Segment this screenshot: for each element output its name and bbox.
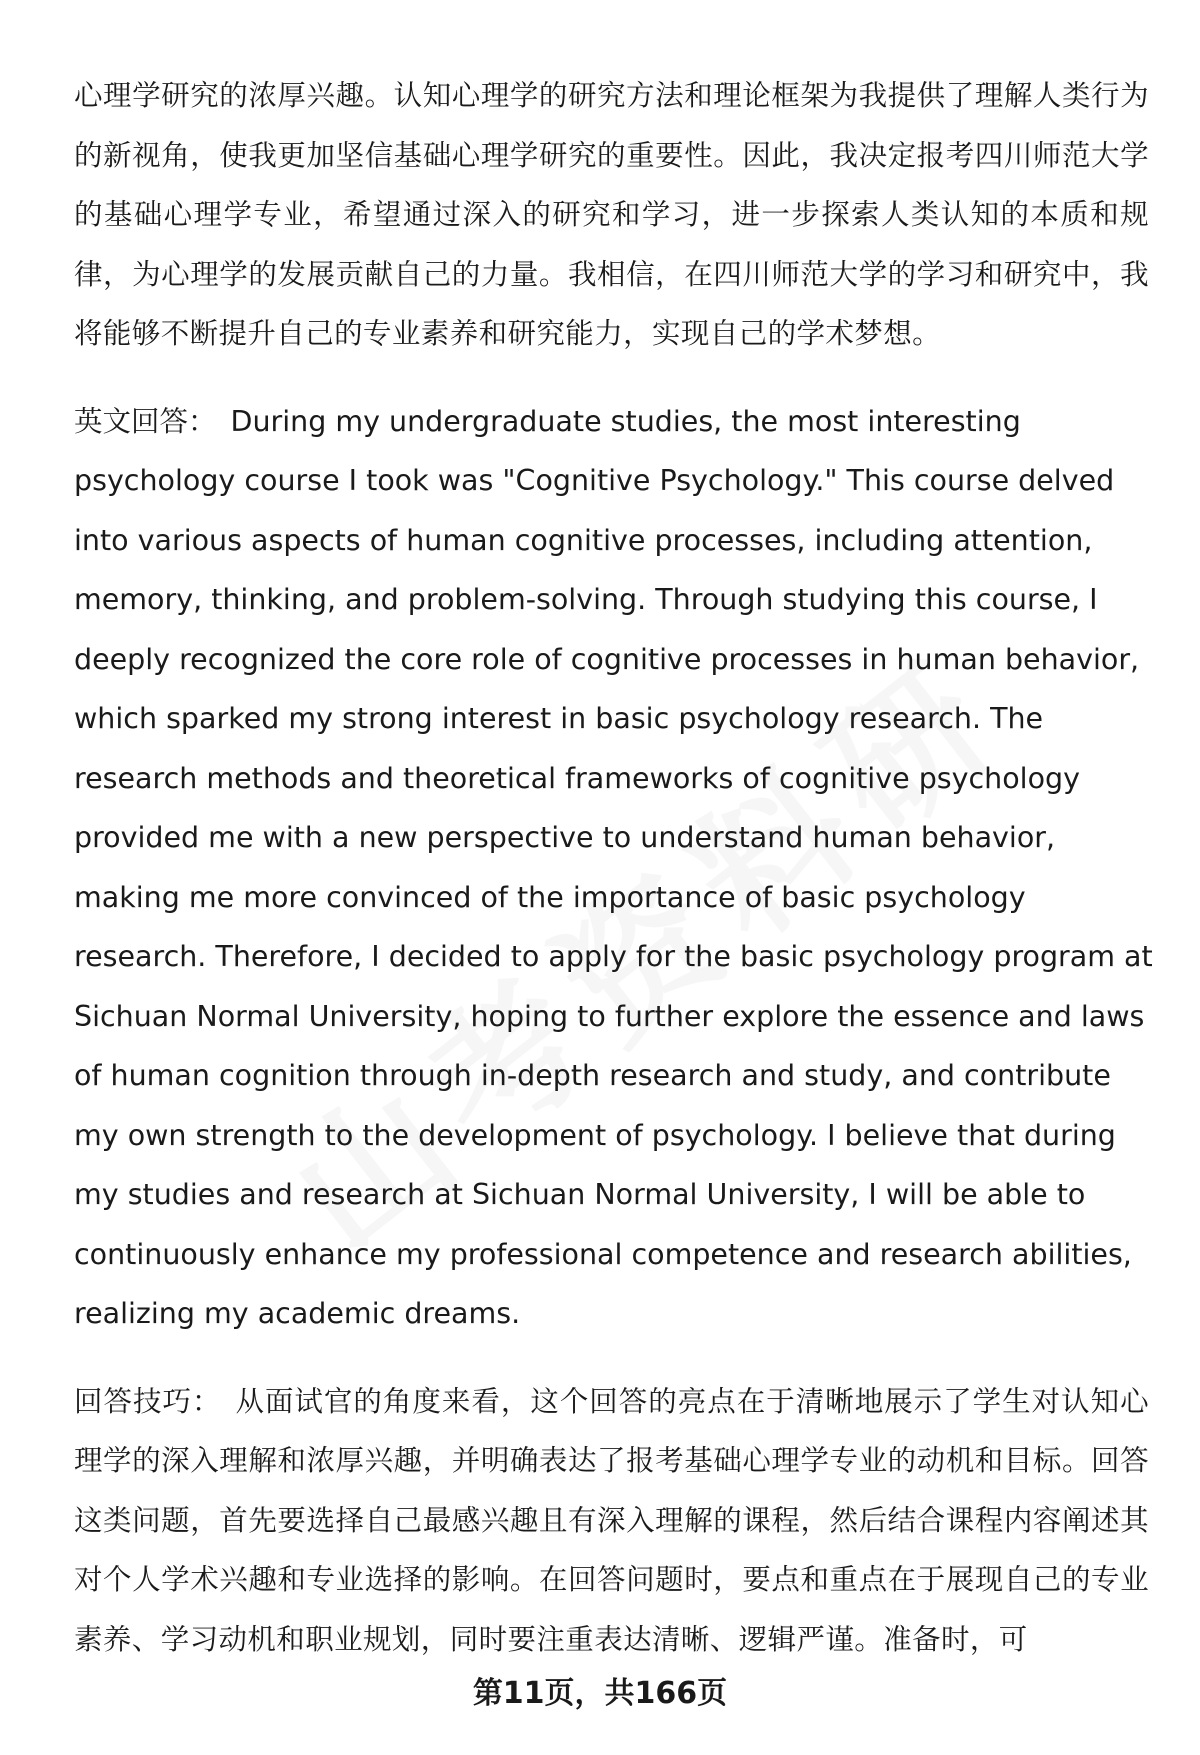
- paragraph-text: During my undergraduate studies, the most interesting psychology course I took was "Cognitive Psychology." This course delved into various aspects of human cognitive processes, including attention, memory, thinking, and problem-solving. Through studying this course, I deeply recognized the core role of cognitive processes in human behavior, which sparked my strong interest in basic psychology research. The research methods and theoretical frameworks of cognitive psychology provided me with a new perspective to understand human behavior, making me more convinced of the importance of basic psychology research. Therefore, I decided to apply for the basic psychology program at Sichuan Normal University, hoping to further explore the essence and laws of human cognition through in-depth research and study, and contribute my own strength to the development of psychology. I believe that during my studies and research at Sichuan Normal University, I will be able to continuously enhance my professional competence and research abilities, realizing my academic dreams.: [74, 404, 1153, 1330]
- paragraph-label: 回答技巧：: [74, 1384, 222, 1418]
- paragraph-label: 英文回答：: [74, 404, 217, 438]
- paragraph-text: 心理学研究的浓厚兴趣。认知心理学的研究方法和理论框架为我提供了理解人类行为的新视角，使我更加坚信基础心理学研究的重要性。因此，我决定报考四川师范大学的基础心理学专业，希望通过深入的研究和学习，进一步探索人类认知的本质和规律，为心理学的发展贡献自己的力量。我相信，在四川师范大学的学习和研究中，我将能够不断提升自己的专业素养和研究能力，实现自己的学术梦想。: [74, 79, 1149, 350]
- document-body: [74, 66, 1154, 1669]
- page-number-footer: 第11页，共166页: [472, 1676, 728, 1711]
- paragraph-english-answer: [74, 392, 1154, 1344]
- paragraph-text: 从面试官的角度来看，这个回答的亮点在于清晰地展示了学生对认知心理学的深入理解和浓厚兴趣，并明确表达了报考基础心理学专业的动机和目标。回答这类问题，首先要选择自己最感兴趣且有深入理解的课程，然后结合课程内容阐述其对个人学术兴趣和专业选择的影响。在回答问题时，要点和重点在于展现自己的专业素养、学习动机和职业规划，同时要注重表达清晰、逻辑严谨。准备时，可: [74, 1384, 1149, 1656]
- paragraph-intro-continued: [74, 66, 1149, 364]
- paragraph-answer-tips: [74, 1372, 1149, 1670]
